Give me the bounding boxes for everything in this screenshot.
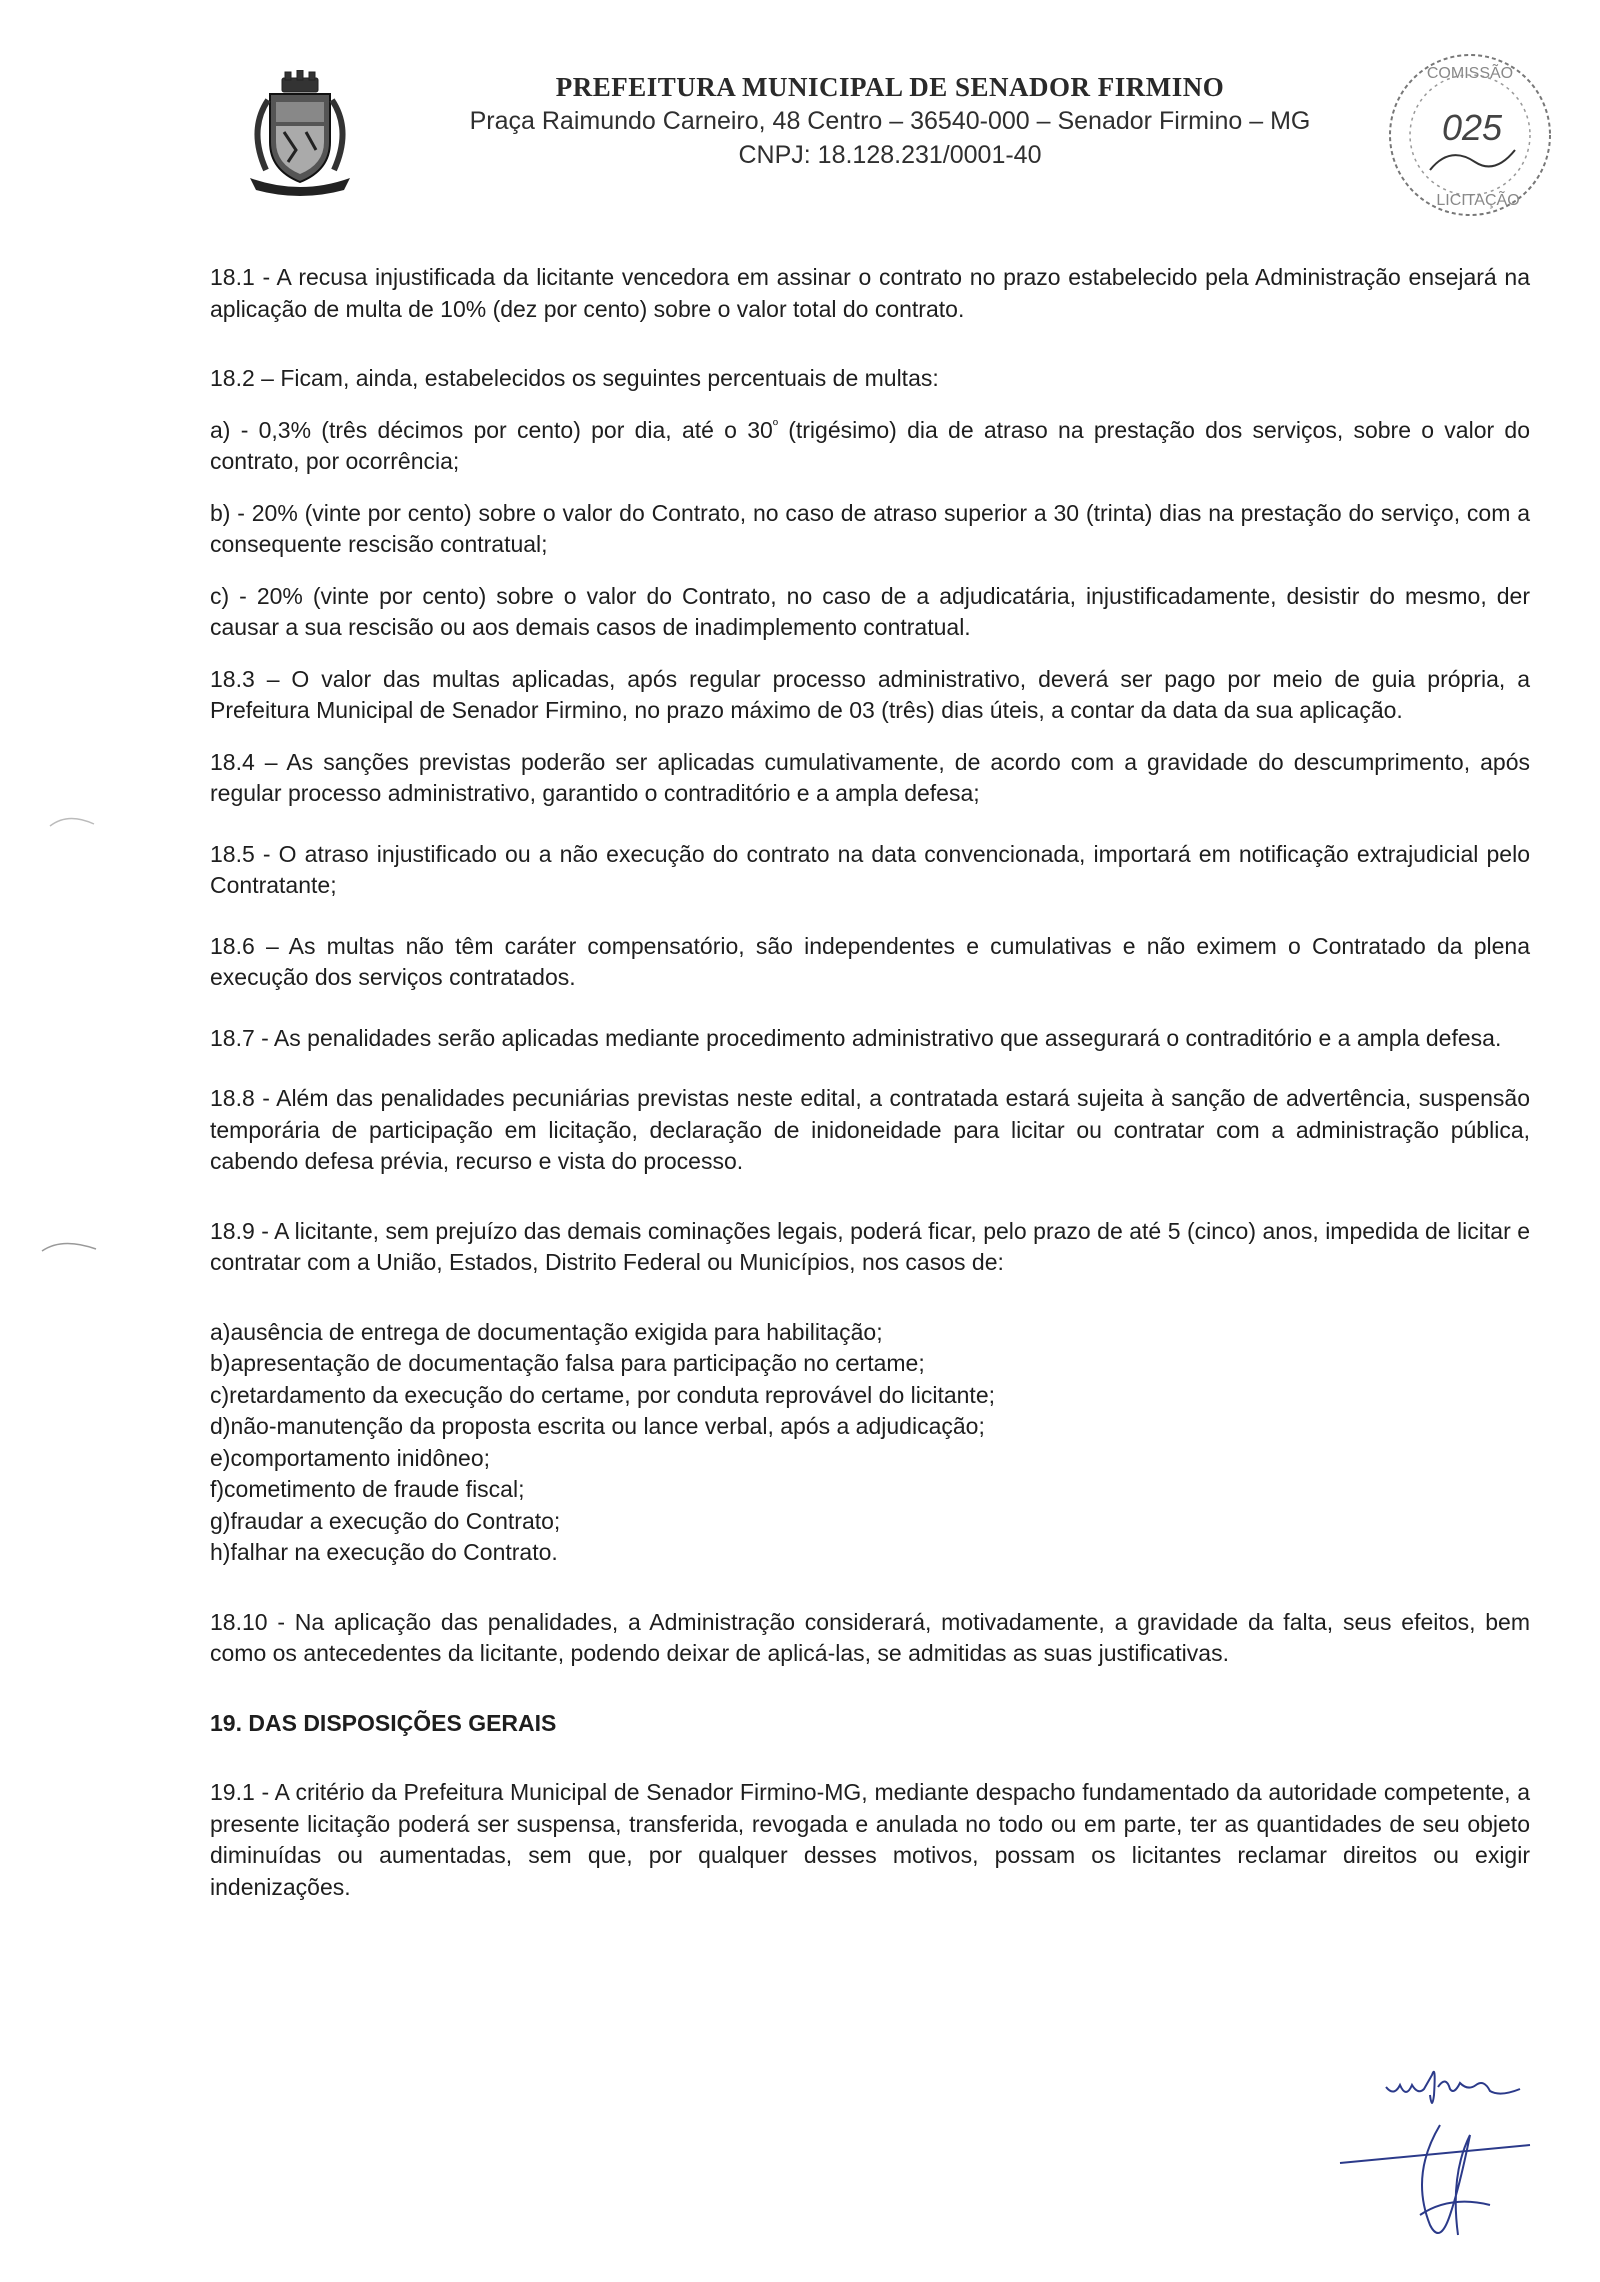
clause-18-7: 18.7 - As penalidades serão aplicadas mediante procedimento administrativo que assegurará o contraditório e a ampla defesa.: [210, 1024, 1502, 1051]
list-item: d)não-manutenção da proposta escrita ou lance verbal, após a adjudicação;: [210, 1413, 985, 1439]
clause-18-2-c: c) - 20% (vinte por cento) sobre o valor do Contrato, no caso de a adjudicatária, injustificadamente, desistir do mesmo, der causar a sua rescisão ou aos demais casos de inadimplemento contratual.: [210, 582, 1530, 640]
document-body: [210, 262, 1530, 1903]
clause-18-2-b: b) - 20% (vinte por cento) sobre o valor do Contrato, no caso de atraso superior a 30 (trinta) dias na prestação do serviço, com a consequente rescisão contratual;: [210, 499, 1530, 557]
clause-18-2: 18.2 – Ficam, ainda, estabelecidos os seguintes percentuais de multas:: [210, 365, 939, 391]
stamp-bottom-text: LICITAÇÃO: [1436, 192, 1520, 209]
section-19-title: 19. DAS DISPOSIÇÕES GERAIS: [210, 1709, 557, 1736]
clause-19-1: 19.1 - A critério da Prefeitura Municipal de Senador Firmino-MG, mediante despacho fundamentado da autoridade competente, a presente licitação poderá ser suspensa, transferida, revogada e anulada no todo ou em parte, ter as quantidades de seu objeto diminuídas ou aumentadas, sem que, por qualquer desses motivos, possam os licitantes reclamar direitos ou exigir indenizações.: [210, 1779, 1530, 1900]
margin-mark: [40, 1235, 100, 1255]
clause-18-4: 18.4 – As sanções previstas poderão ser aplicadas cumulativamente, de acordo com a gravidade do descumprimento, após regular processo administrativo, garantido o contraditório e a ampla defesa;: [210, 748, 1530, 806]
letterhead: [380, 70, 1400, 172]
list-item: e)comportamento inidôneo;: [210, 1444, 490, 1471]
signature: [1330, 2115, 1550, 2255]
letterhead-cnpj: CNPJ: 18.128.231/0001-40: [738, 141, 1042, 169]
cases-list: [210, 1317, 1530, 1569]
clause-18-3: 18.3 – O valor das multas aplicadas, após regular processo administrativo, deverá ser pago por meio de guia própria, a Prefeitura Municipal de Senador Firmino, no prazo máximo de 03 (três) dias úteis, a contar da data da sua aplicação.: [210, 665, 1530, 723]
stamp-number: 025: [1441, 107, 1503, 148]
coat-of-arms-logo: [240, 70, 360, 200]
clause-18-2-a-text: a) - 0,3% (três décimos por cento) por dia, até o 30: [210, 416, 773, 443]
letterhead-address: Praça Raimundo Carneiro, 48 Centro – 36540-000 – Senador Firmino – MG: [469, 107, 1311, 135]
clause-18-1: 18.1 - A recusa injustificada da licitante vencedora em assinar o contrato no prazo estabelecido pela Administração ensejará na aplicação de multa de 10% (dez por cento) sobre o valor total do contrato.: [210, 264, 1530, 322]
clause-18-9: 18.9 - A licitante, sem prejuízo das demais cominações legais, poderá ficar, pelo prazo de até 5 (cinco) anos, impedida de licitar e contratar com a União, Estados, Distrito Federal ou Municípios, nos casos de:: [210, 1217, 1530, 1275]
list-item: a)ausência de entrega de documentação exigida para habilitação;: [210, 1318, 883, 1345]
letterhead-title: PREFEITURA MUNICIPAL DE SENADOR FIRMINO: [555, 72, 1225, 102]
clause-18-2-a-text-end: (trigésimo) dia de atraso na prestação dos serviços, sobre o valor do contrato, por ocorrência;: [210, 416, 1531, 474]
commission-stamp: [1380, 40, 1560, 230]
clause-18-5: 18.5 - O atraso injustificado ou a não execução do contrato na data convencionada, importará em notificação extrajudicial pelo Contratante;: [210, 840, 1530, 898]
list-item: g)fraudar a execução do Contrato;: [210, 1507, 561, 1534]
list-item: f)cometimento de fraude fiscal;: [210, 1476, 525, 1502]
stamp-top-text: COMISSÃO: [1426, 65, 1514, 82]
list-item: b)apresentação de documentação falsa para participação no certame;: [210, 1350, 925, 1376]
list-item: c)retardamento da execução do certame, por conduta reprovável do licitante;: [210, 1381, 995, 1408]
clause-18-8: 18.8 - Além das penalidades pecuniárias previstas neste edital, a contratada estará sujeita à sanção de advertência, suspensão temporária de participação em licitação, declaração de inidoneidade para licitar ou contratar com a administração pública, cabendo defesa prévia, recurso e vista do processo.: [210, 1085, 1530, 1174]
ordinal-marker: º: [772, 415, 778, 432]
clause-18-6: 18.6 – As multas não têm caráter compensatório, são independentes e cumulativas e não eximem o Contratado da plena execução dos serviços contratados.: [210, 932, 1530, 990]
clause-18-2-a: [210, 415, 1530, 478]
clause-18-10: 18.10 - Na aplicação das penalidades, a Administração considerará, motivadamente, a gravidade da falta, seus efeitos, bem como os antecedentes da licitante, podendo deixar de aplicá-las, se admitidas as suas justificativas.: [210, 1608, 1530, 1666]
signature-initials: [1380, 2055, 1530, 2115]
margin-mark: [48, 810, 98, 830]
list-item: h)falhar na execução do Contrato.: [210, 1539, 558, 1565]
